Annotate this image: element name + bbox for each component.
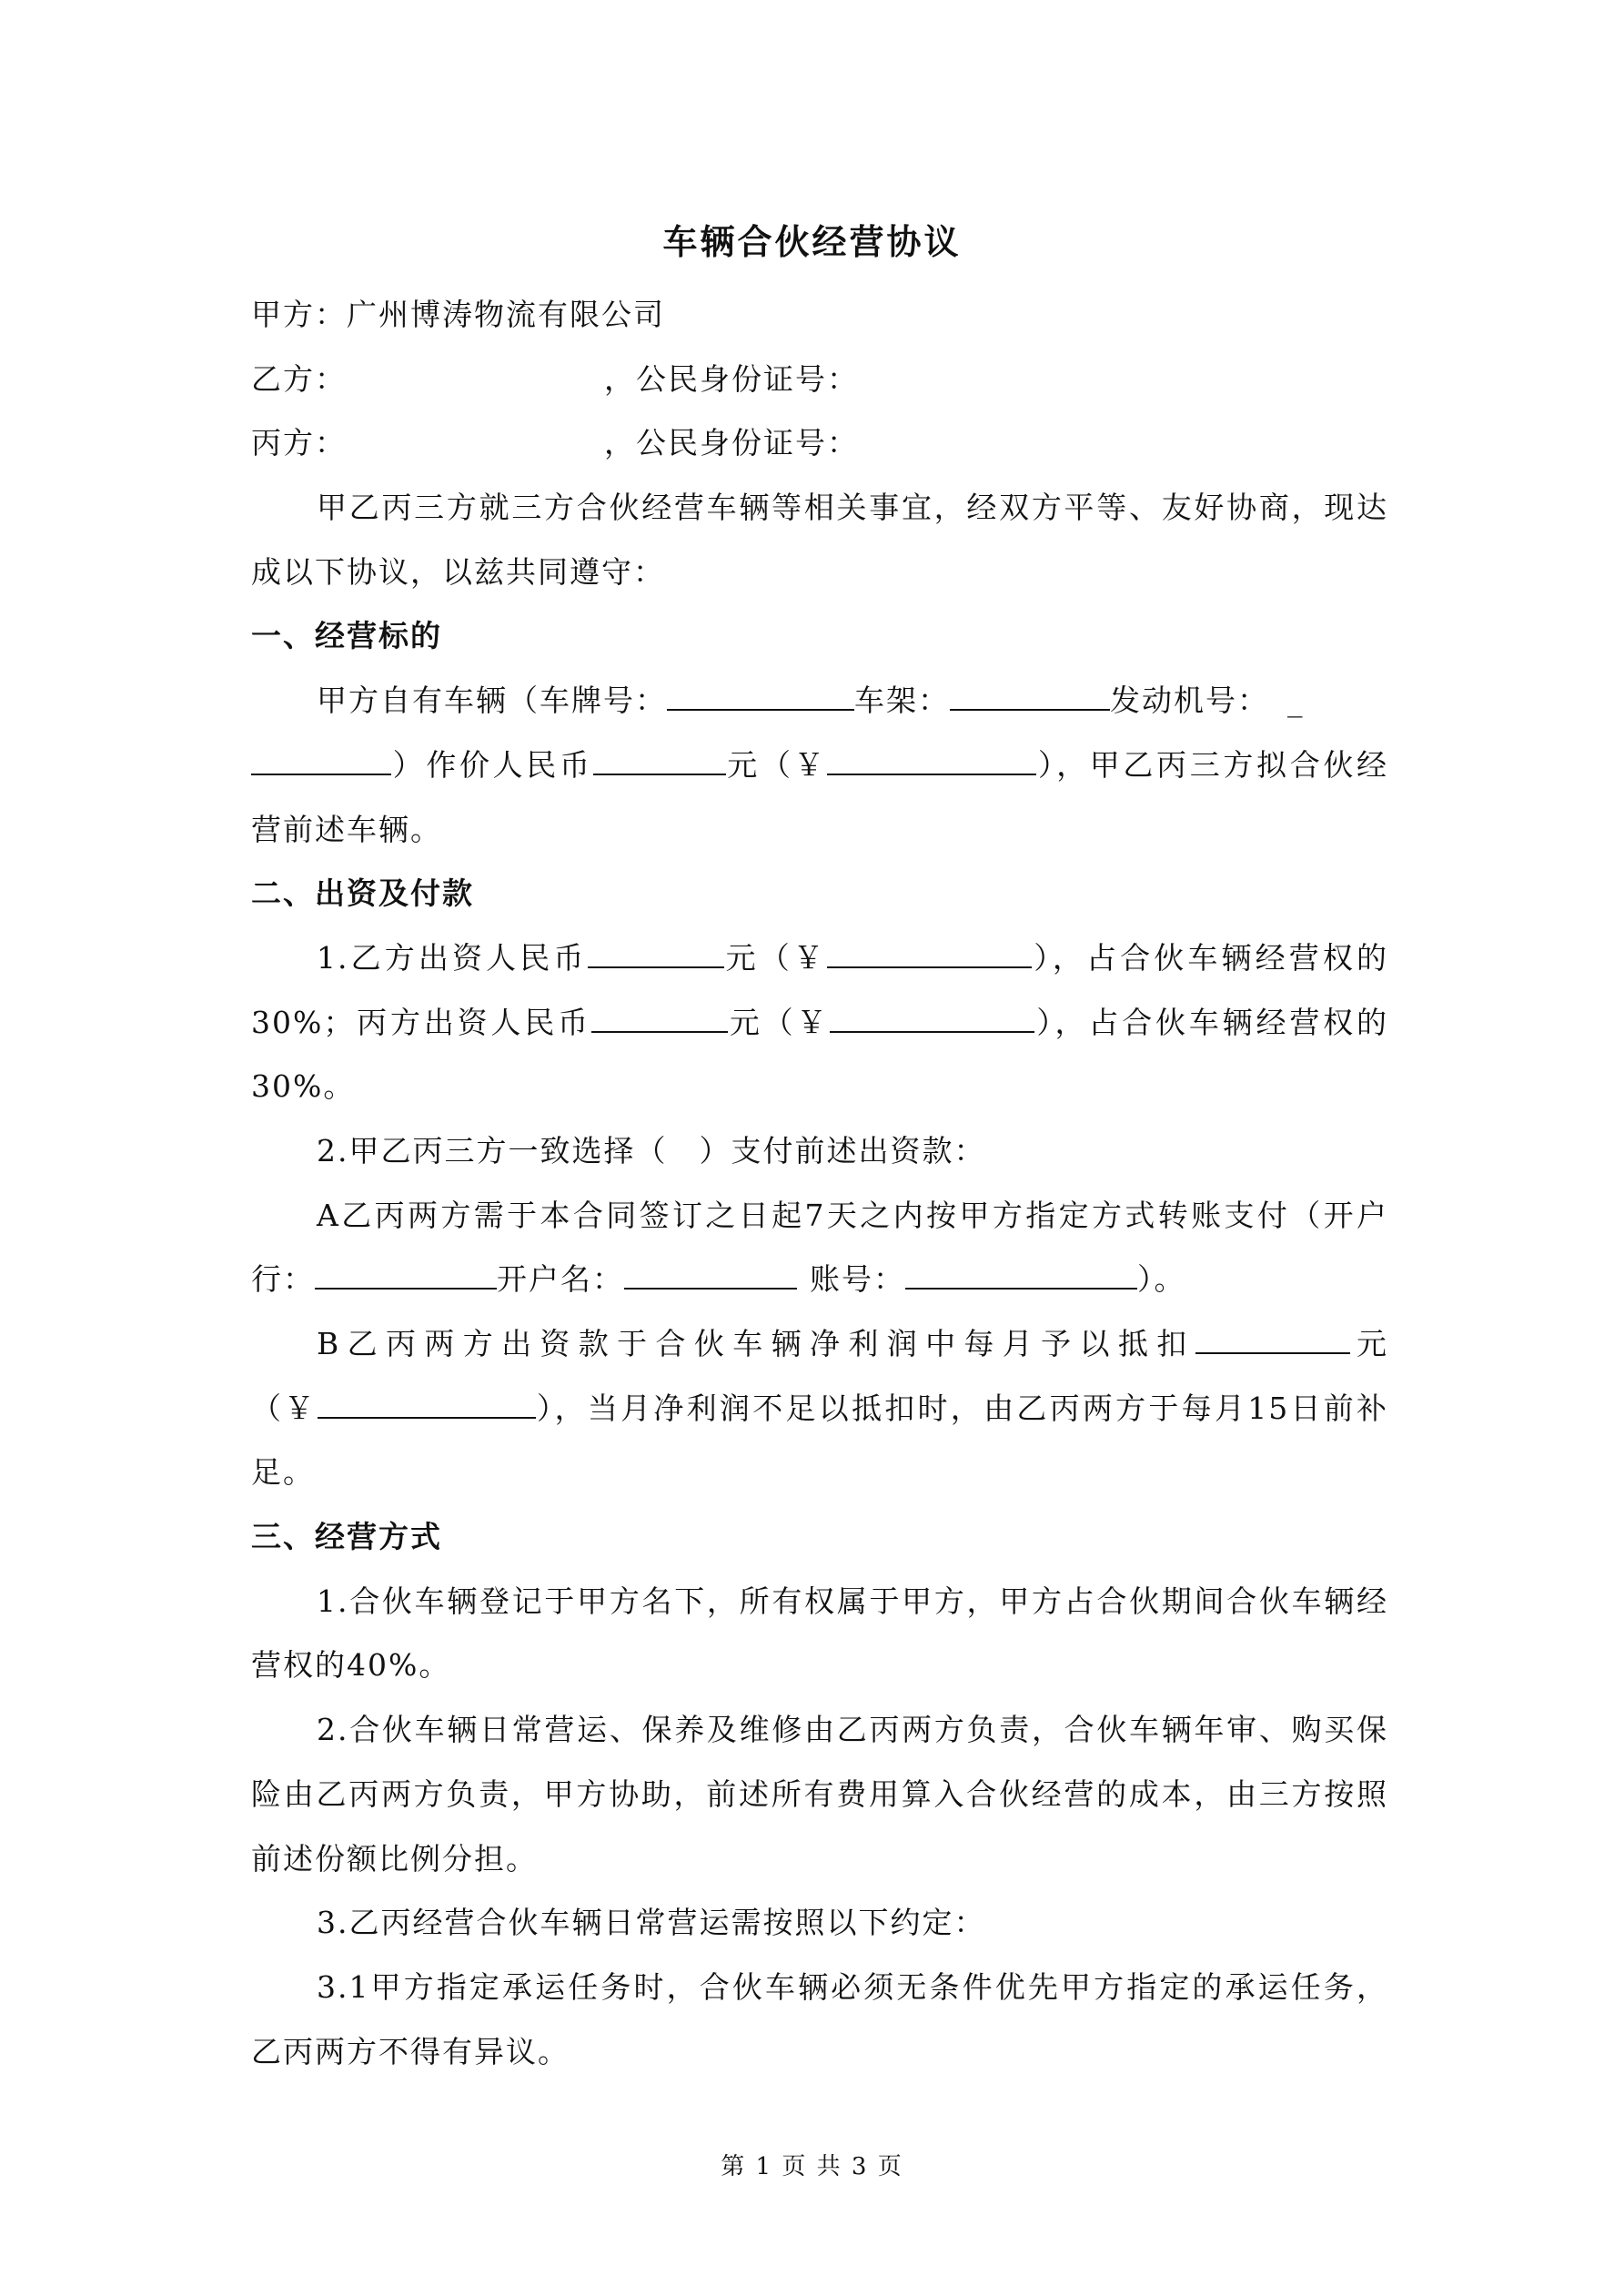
vehicle-line: 营前述车辆。 (251, 811, 442, 847)
id-label: ，公民身份证号： (604, 360, 859, 397)
text: 元（￥ (728, 1004, 831, 1040)
intro-line: 成以下协议，以兹共同遵守： (251, 553, 665, 590)
b-investment-blank[interactable] (588, 939, 724, 968)
text: 元（￥ (723, 939, 828, 976)
text: 账号： (810, 1261, 905, 1298)
party-b-line (251, 348, 1388, 412)
id-label: ，公民身份证号： (604, 425, 859, 461)
text: 30%；丙方出资人民币 (251, 1004, 592, 1040)
clause-line: 3.1甲方指定承运任务时，合伙车辆必须无条件优先甲方指定的承运任务， (317, 1968, 1388, 2005)
text: B乙丙两方出资款于合伙车辆净利润中每月予以抵扣 (317, 1326, 1195, 1361)
text: ），占合伙车辆经营权的 (1034, 1004, 1389, 1040)
account-name-blank[interactable] (624, 1260, 797, 1290)
clause-line: 1.合伙车辆登记于甲方名下，所有权属于甲方，甲方占合伙期间合伙车辆经 (317, 1583, 1388, 1619)
clause-line: 2.甲乙丙三方一致选择（ ）支付前述出资款： (317, 1132, 986, 1168)
text: 行： (251, 1261, 315, 1298)
clause-line: 险由乙丙两方负责，甲方协助，前述所有费用算入合伙经营的成本，由三方按照 (251, 1775, 1388, 1812)
text: ），占合伙车辆经营权的 (1032, 939, 1388, 976)
frame-number-blank[interactable] (950, 682, 1110, 711)
text: 1.乙方出资人民币 (317, 939, 588, 976)
option-a-line: A乙丙两方需于本合同签订之日起7天之内按甲方指定方式转账支付（开户 (317, 1197, 1388, 1233)
clause-line: 前述份额比例分担。 (251, 1840, 538, 1876)
clause-line: 30%。 (251, 1068, 356, 1105)
plate-number-blank[interactable] (667, 682, 854, 711)
party-c-label: 丙方： (251, 425, 347, 461)
section-heading: 二、出资及付款 (251, 875, 474, 912)
clause-line: 3.乙丙经营合伙车辆日常营运需按照以下约定： (317, 1905, 986, 1941)
option-b-line: 足。 (251, 1454, 315, 1491)
text: 元（￥ (725, 746, 828, 783)
engine-number-blank[interactable] (251, 746, 391, 775)
clause-line: 营权的40%。 (251, 1647, 451, 1684)
c-amount-blank[interactable] (830, 1004, 1034, 1033)
text: 车架： (854, 683, 950, 719)
option-b-line (251, 1312, 1388, 1377)
text: 元 (1349, 1326, 1388, 1361)
intro-line: 甲乙丙三方就三方合伙经营车辆等相关事宜，经双方平等、友好协商，现达 (317, 490, 1388, 526)
section-heading: 三、经营方式 (251, 1519, 442, 1555)
text: ）作价人民币 (391, 746, 593, 783)
bank-blank[interactable] (315, 1260, 497, 1290)
vehicle-line (251, 733, 1388, 798)
text: ），当月净利润不足以抵扣时，由乙丙两方于每月15日前补 (535, 1390, 1389, 1426)
text: _ (1287, 683, 1305, 719)
document-title: 车辆合伙经营协议 (662, 221, 962, 262)
deduction-amount-blank[interactable] (318, 1390, 536, 1419)
b-amount-blank[interactable] (827, 939, 1032, 968)
page-number: 第 1 页 共 3 页 (721, 2153, 903, 2180)
clause-line: 乙丙两方不得有异议。 (251, 2033, 570, 2069)
option-a-line (251, 1248, 1388, 1312)
price-amount-blank[interactable] (827, 746, 1036, 775)
price-cny-blank[interactable] (593, 746, 726, 775)
text: 发动机号： (1110, 683, 1269, 719)
text: 开户名： (497, 1261, 624, 1298)
party-c-line (251, 411, 1388, 476)
text: 甲方自有车辆（车牌号： (317, 683, 667, 719)
vehicle-line (251, 669, 1388, 733)
clause-line (251, 991, 1388, 1056)
document-body (251, 283, 1388, 2084)
clause-line (251, 926, 1388, 991)
deduction-blank[interactable] (1195, 1325, 1350, 1354)
section-heading: 一、经营标的 (251, 618, 442, 654)
clause-line: 2.合伙车辆日常营运、保养及维修由乙丙两方负责，合伙车辆年审、购买保 (317, 1712, 1388, 1748)
text: ）。 (1137, 1261, 1186, 1298)
c-investment-blank[interactable] (591, 1004, 728, 1033)
option-b-line (251, 1377, 1388, 1441)
account-number-blank[interactable] (905, 1260, 1137, 1290)
party-b-label: 乙方： (251, 360, 347, 397)
text: ），甲乙丙三方拟合伙经 (1036, 746, 1389, 783)
party-a-line: 甲方：广州博涛物流有限公司 (251, 297, 665, 332)
text: （￥ (251, 1390, 318, 1426)
